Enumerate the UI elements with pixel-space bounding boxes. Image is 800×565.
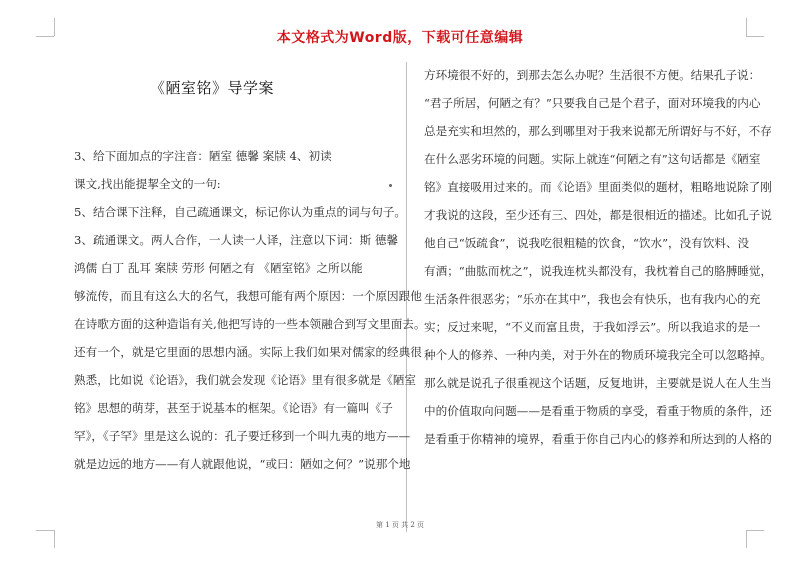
text-line: 3、疏通课文。两人合作，一人读一人译，注意以下词：斯 德馨 xyxy=(74,233,399,247)
text-line: 还有一个，就是它里面的思想内涵。实际上我们如果对儒家的经典很 xyxy=(74,345,422,359)
text-line: 在诗歌方面的这种造诣有关,他把写诗的一些本领融合到写文里面去。 xyxy=(74,317,426,331)
crop-mark xyxy=(54,530,55,548)
text-line: 鸿儒 白丁 乱耳 案牍 劳形 何陋之有 《陋室铭》之所以能 xyxy=(74,261,363,275)
text-line: 够流传，而且有这么大的名气，我想可能有两个原因：一个原因跟他 xyxy=(74,289,422,303)
page-number: 第 1 页 共 2 页 xyxy=(375,521,425,529)
crop-mark xyxy=(746,530,747,548)
text-line: 课文,找出能提挈全文的一句: xyxy=(74,177,221,191)
text-line: “君子所居，何陋之有？”只要我自己是个君子，面对环境我的内心 xyxy=(424,96,761,110)
stray-dot xyxy=(389,184,392,187)
text-line: 5、结合课下注释，自己疏通课文，标记你认为重点的词与句子。 xyxy=(74,205,407,219)
text-line: 才我说的这段，至少还有三、四处，都是很相近的描述。比如孔子说 xyxy=(424,208,772,222)
text-line: 3、给下面加点的字注音：陋室 德馨 案牍 4、初读 xyxy=(74,149,332,163)
text-line: 他自己“饭疏食”，说我吃很粗糙的饮食，“饮水”，没有饮料、没 xyxy=(424,236,750,250)
text-line: 铭》思想的萌芽，甚至于说基本的框架。《论语》有一篇叫《子 xyxy=(74,401,393,415)
crop-mark xyxy=(36,530,54,531)
text-line: 方环境很不好的，到那去怎么办呢？生活很不方便。结果孔子说： xyxy=(424,68,761,82)
document-title: 《陋室铭》导学案 xyxy=(150,79,275,97)
text-line: 生活条件很恶劣；“乐亦在其中”，我也会有快乐，也有我内心的充 xyxy=(424,292,761,306)
format-banner: 本文格式为Word版，下载可任意编辑 xyxy=(276,30,524,46)
text-line: 就是边远的地方——有人就跟他说，“或曰：陋如之何？”说那个地 xyxy=(74,457,411,471)
text-line: 种个人的修养、一种内美，对于外在的物质环境我完全可以忽略掉。 xyxy=(424,348,772,362)
text-line: 铭》直接吸用过来的。而《论语》里面类似的题材，粗略地说除了刚 xyxy=(424,180,772,194)
text-line: 有酒；“曲肱而枕之”，说我连枕头都没有，我枕着自己的胳膊睡觉， xyxy=(424,264,773,278)
text-line: 中的价值取向问题——是看重于物质的享受，看重于物质的条件，还 xyxy=(424,404,772,418)
text-line: 熟悉，比如说《论语》，我们就会发现《论语》里有很多就是《陋室 xyxy=(74,373,417,387)
crop-mark xyxy=(746,530,764,531)
text-line: 总是充实和坦然的，那么到哪里对于我来说都无所谓好与不好，不存 xyxy=(424,124,772,138)
text-line: 罕》，《子罕》里是这么说的：孔子要迁移到一个叫九夷的地方—— xyxy=(74,429,411,443)
text-line: 那么就是说孔子很重视这个话题，反复地讲，主要就是说人在人生当 xyxy=(424,376,772,390)
text-line: 是看重于你精神的境界，看重于你自己内心的修养和所达到的人格的 xyxy=(424,432,772,446)
text-line: 实；反过来呢，“不义而富且贵，于我如浮云”。所以我追求的是一 xyxy=(424,320,761,334)
text-line: 在什么恶劣环境的问题。实际上就连“何陋之有”这句话都是《陋室 xyxy=(424,152,761,166)
